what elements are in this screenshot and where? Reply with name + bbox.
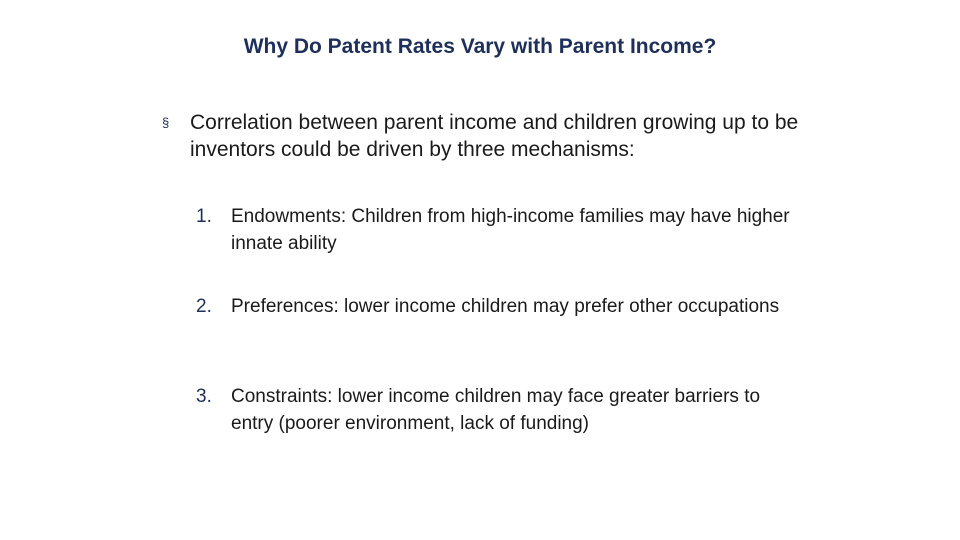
main-bullet [162, 109, 812, 163]
main-bullet-text: Correlation between parent income and children growing up to be inventors could be driven by three mechanisms: [190, 111, 799, 161]
square-bullet-icon: § [162, 115, 170, 130]
list-item-text: Constraints: lower income children may face greater barriers to entry (poorer environment, lack of funding) [231, 386, 761, 434]
list-item-number: 2. [196, 296, 212, 317]
slide-title: Why Do Patent Rates Vary with Parent Income? [243, 35, 717, 58]
list-item-text: Preferences: lower income children may prefer other occupations [231, 296, 780, 317]
list-item-text: Endowments: Children from high-income families may have higher innate ability [231, 206, 790, 254]
list-item [196, 383, 796, 437]
list-item-number: 1. [196, 206, 212, 227]
list-item [196, 203, 796, 257]
list-item-number: 3. [196, 386, 212, 407]
list-item [196, 293, 796, 320]
